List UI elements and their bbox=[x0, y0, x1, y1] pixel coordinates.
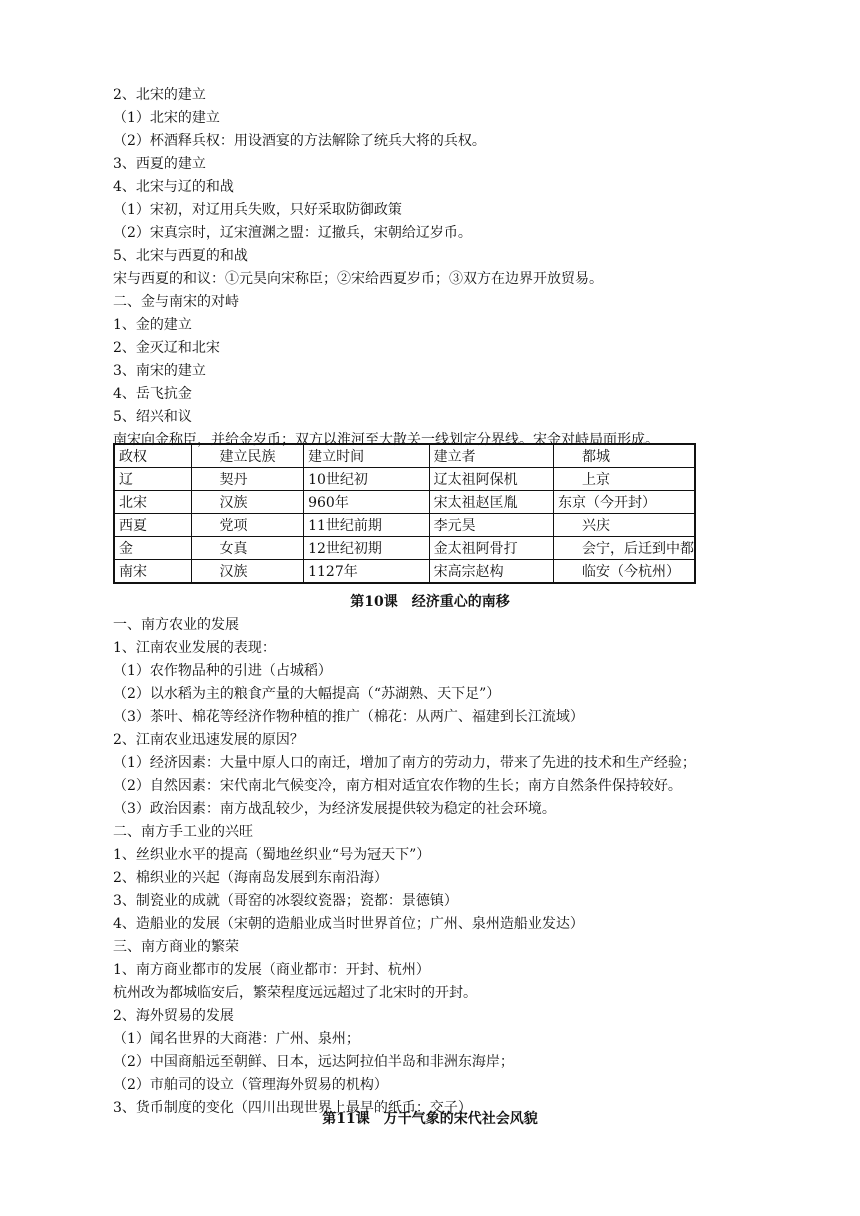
text-line: （1）闻名世界的大商港：广州、泉州； bbox=[113, 1031, 360, 1047]
text-line: 南宋向金称臣，并给金岁币；双方以淮河至大散关一线划定分界线。宋金对峙局面形成。 bbox=[113, 432, 659, 448]
table-cell: 北宋 bbox=[114, 491, 191, 514]
text-line: 1、金的建立 bbox=[113, 317, 192, 333]
table-cell: 南宋 bbox=[114, 560, 191, 584]
text-line: 杭州改为都城临安后，繁荣程度远远超过了北宋时的开封。 bbox=[113, 985, 477, 1001]
text-line: （1）经济因素：大量中原人口的南迁，增加了南方的劳动力，带来了先进的技术和生产经验； bbox=[113, 755, 696, 771]
table-header-cell: 都城 bbox=[554, 444, 696, 468]
text-line: 2、海外贸易的发展 bbox=[113, 1008, 234, 1024]
table-row bbox=[114, 468, 695, 491]
text-line: 2、金灭辽和北宋 bbox=[113, 340, 220, 356]
text-line: 一、南方农业的发展 bbox=[113, 617, 239, 633]
text-line: 三、南方商业的繁荣 bbox=[113, 939, 239, 955]
text-line: 4、造船业的发展（宋朝的造船业成当时世界首位；广州、泉州造船业发达） bbox=[113, 916, 584, 932]
table-cell: 契丹 bbox=[191, 468, 304, 491]
text-line: （1）宋初，对辽用兵失败，只好采取防御政策 bbox=[113, 202, 402, 218]
table-header-row bbox=[114, 444, 695, 468]
table-cell: 汉族 bbox=[191, 560, 304, 584]
text-line: （2）中国商船远至朝鲜、日本，远达阿拉伯半岛和非洲东海岸； bbox=[113, 1054, 514, 1070]
table-header-cell: 建立者 bbox=[429, 444, 553, 468]
table-cell: 960年 bbox=[304, 491, 430, 514]
table-header-cell: 建立时间 bbox=[304, 444, 430, 468]
text-line: （2）以水稻为主的粮食产量的大幅提高（“苏湖熟、天下足”） bbox=[113, 686, 501, 702]
table-row bbox=[114, 491, 695, 514]
table-cell: 宋太祖赵匡胤 bbox=[429, 491, 553, 514]
table-cell: 西夏 bbox=[114, 514, 191, 537]
table-cell: 上京 bbox=[554, 468, 696, 491]
table-row bbox=[114, 514, 695, 537]
text-line: 3、货币制度的变化（四川出现世界上最早的纸币：交子） bbox=[113, 1100, 472, 1116]
text-line: 宋与西夏的和议：①元昊向宋称臣；②宋给西夏岁币；③双方在边界开放贸易。 bbox=[113, 271, 603, 287]
section-song-liao-xia-jin bbox=[113, 84, 733, 452]
table-cell: 11世纪前期 bbox=[304, 514, 430, 537]
table-cell: 会宁，后迁到中都 bbox=[554, 537, 696, 560]
text-line: 二、金与南宋的对峙 bbox=[113, 294, 239, 310]
section-economic-center bbox=[113, 614, 733, 1120]
table-cell: 12世纪初期 bbox=[304, 537, 430, 560]
table-cell: 李元昊 bbox=[429, 514, 553, 537]
text-line: （1）北宋的建立 bbox=[113, 110, 220, 126]
text-line: 3、制瓷业的成就（哥窑的冰裂纹瓷器；瓷都：景德镇） bbox=[113, 893, 458, 909]
text-line: 3、南宋的建立 bbox=[113, 363, 206, 379]
table-cell: 金 bbox=[114, 537, 191, 560]
table-cell: 辽太祖阿保机 bbox=[429, 468, 553, 491]
table-cell: 东京（今开封） bbox=[554, 491, 696, 514]
text-line: 4、北宋与辽的和战 bbox=[113, 179, 234, 195]
text-line: 2、江南农业迅速发展的原因？ bbox=[113, 732, 304, 748]
table-cell: 兴庆 bbox=[554, 514, 696, 537]
text-line: （2）宋真宗时，辽宋澶渊之盟：辽撤兵，宋朝给辽岁币。 bbox=[113, 225, 472, 241]
table-cell: 临安（今杭州） bbox=[554, 560, 696, 584]
regimes-table bbox=[113, 443, 696, 584]
text-line: 5、北宋与西夏的和战 bbox=[113, 248, 248, 264]
text-line: （2）自然因素：宋代南北气候变冷，南方相对适宜农作物的生长；南方自然条件保持较好。 bbox=[113, 778, 682, 794]
table-cell: 女真 bbox=[191, 537, 304, 560]
table-header-cell: 政权 bbox=[114, 444, 191, 468]
table-header-cell: 建立民族 bbox=[191, 444, 304, 468]
text-line: 2、棉织业的兴起（海南岛发展到东南沿海） bbox=[113, 870, 388, 886]
table-row bbox=[114, 560, 695, 584]
text-line: （2）杯酒释兵权：用设酒宴的方法解除了统兵大将的兵权。 bbox=[113, 133, 486, 149]
text-line: （3）政治因素：南方战乱较少，为经济发展提供较为稳定的社会环境。 bbox=[113, 801, 556, 817]
table-cell: 汉族 bbox=[191, 491, 304, 514]
lesson-10-title: 第10课 经济重心的南移 bbox=[350, 594, 510, 610]
table-cell: 辽 bbox=[114, 468, 191, 491]
text-line: 3、西夏的建立 bbox=[113, 156, 206, 172]
lesson-11-title: 第11课 万千气象的宋代社会风貌 bbox=[322, 1111, 538, 1127]
text-line: 1、丝织业水平的提高（蜀地丝织业“号为冠天下”） bbox=[113, 847, 431, 863]
text-line: 1、南方商业都市的发展（商业都市：开封、杭州） bbox=[113, 962, 430, 978]
table-cell: 10世纪初 bbox=[304, 468, 430, 491]
text-line: 5、绍兴和议 bbox=[113, 409, 192, 425]
table-cell: 1127年 bbox=[304, 560, 430, 584]
text-line: （3）茶叶、棉花等经济作物种植的推广（棉花：从两广、福建到长江流域） bbox=[113, 709, 584, 725]
table-cell: 宋高宗赵构 bbox=[429, 560, 553, 584]
text-line: 4、岳飞抗金 bbox=[113, 386, 192, 402]
text-line: （1）农作物品种的引进（占城稻） bbox=[113, 663, 332, 679]
text-line: 1、江南农业发展的表现： bbox=[113, 640, 276, 656]
text-line: 二、南方手工业的兴旺 bbox=[113, 824, 253, 840]
table-cell: 党项 bbox=[191, 514, 304, 537]
text-line: 2、北宋的建立 bbox=[113, 87, 206, 103]
table-cell: 金太祖阿骨打 bbox=[429, 537, 553, 560]
table-row bbox=[114, 537, 695, 560]
text-line: （2）市舶司的设立（管理海外贸易的机构） bbox=[113, 1077, 388, 1093]
